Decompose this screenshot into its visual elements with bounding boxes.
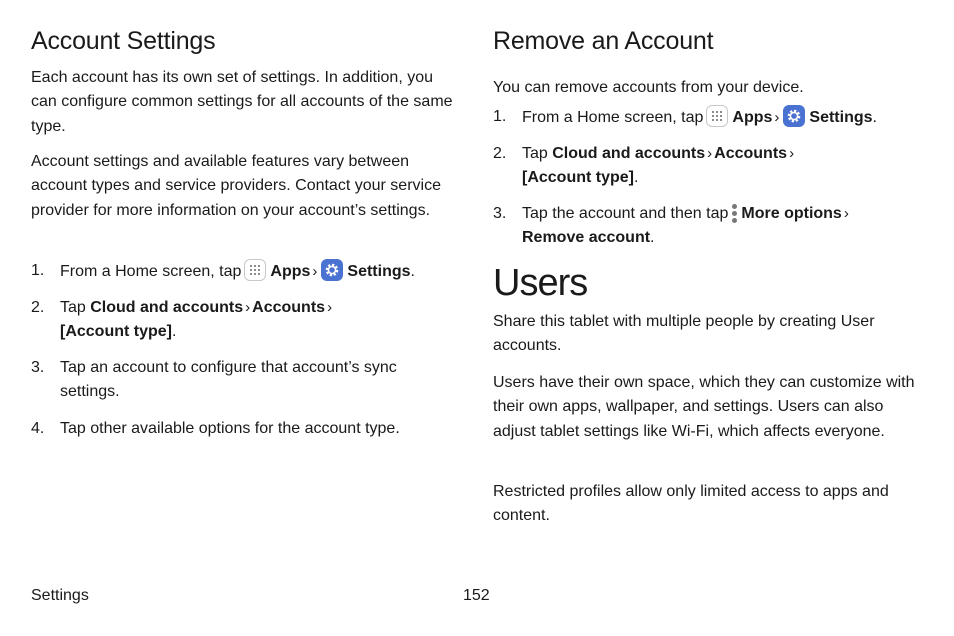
chevron-right-icon: › (843, 205, 849, 222)
apps-label: Apps (732, 109, 773, 126)
accounts-label: Accounts (252, 299, 326, 316)
chevron-right-icon: › (245, 299, 251, 316)
remove-account-heading: Remove an Account (493, 27, 714, 55)
users-para-1: Share this tablet with multiple people by creating User accounts. (493, 313, 875, 355)
cloud-accounts-label: Cloud and accounts (90, 299, 244, 316)
step-number: 3. (31, 359, 45, 376)
step-number: 2. (493, 145, 507, 162)
users-para-3: Restricted profiles allow only limited access to apps and content. (493, 483, 889, 525)
account-type-label: [Account type] (60, 323, 172, 341)
step-text: Tap the account and then tap More options › Remove account. (522, 205, 849, 247)
remove-account-intro: You can remove accounts from your device. (493, 79, 804, 96)
step-number: 1. (493, 108, 507, 125)
step-number: 2. (31, 299, 45, 316)
apps-grid-icon (706, 105, 728, 127)
accounts-label: Accounts (714, 145, 788, 162)
chevron-right-icon: › (789, 145, 795, 162)
step-number: 1. (31, 262, 45, 279)
chevron-right-icon: › (312, 263, 318, 280)
step-number: 3. (493, 205, 507, 222)
users-heading: Users (493, 262, 588, 304)
account-settings-para-2: Account settings and available features vary between account types and service providers. Contact your service provider for more information on your account’s settings. (31, 153, 441, 219)
chevron-right-icon: › (327, 299, 333, 316)
remove-account-label: Remove account (522, 229, 651, 247)
step-number: 4. (31, 420, 45, 437)
gear-icon (321, 259, 343, 281)
more-options-label: More options (741, 205, 842, 222)
step-text: Tap Cloud and accounts › Accounts › [Account type]. (60, 299, 333, 341)
chevron-right-icon: › (707, 145, 713, 162)
account-settings-heading: Account Settings (31, 27, 216, 55)
gear-icon (783, 105, 805, 127)
chevron-right-icon: › (774, 109, 780, 126)
step-text: Tap other available options for the account type. (60, 420, 400, 437)
apps-grid-icon (244, 259, 266, 281)
footer-section-label: Settings (31, 587, 89, 604)
page-number: 152 (463, 587, 490, 604)
users-para-2: Users have their own space, which they can customize with their own apps, wallpaper, and settings. Users can also adjust tablet settings like Wi-Fi, which affects everyone. (493, 374, 915, 440)
account-type-label: [Account type] (522, 169, 634, 187)
settings-label: Settings (809, 109, 873, 126)
step-text: Tap Cloud and accounts › Accounts › [Account type]. (522, 145, 795, 187)
step-text: From a Home screen, tap Apps › Settings. (60, 259, 452, 284)
step-text: From a Home screen, tap Apps › Settings. (522, 105, 914, 130)
cloud-accounts-label: Cloud and accounts (552, 145, 706, 162)
step-text: Tap an account to configure that account’s sync settings. (60, 359, 397, 401)
settings-label: Settings (347, 263, 411, 280)
apps-label: Apps (270, 263, 311, 280)
account-settings-para-1: Each account has its own set of settings. In addition, you can configure common settings for all accounts of the same type. (31, 69, 453, 135)
kebab-menu-icon (731, 203, 737, 223)
